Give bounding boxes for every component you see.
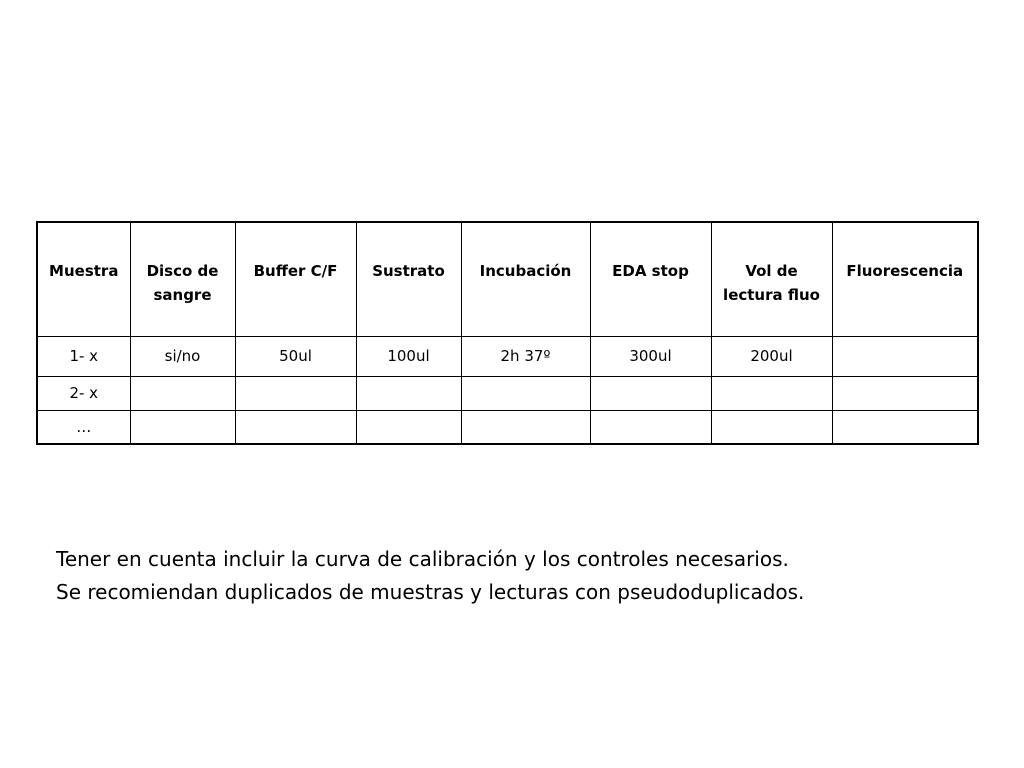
- table-cell: [461, 410, 590, 444]
- table-cell: si/no: [130, 336, 235, 376]
- header-disco-de-sangre: Disco de sangre: [130, 222, 235, 336]
- table-cell: [356, 376, 461, 410]
- header-buffer: Buffer C/F: [235, 222, 356, 336]
- table-cell: [832, 376, 978, 410]
- table-cell: [130, 410, 235, 444]
- table-cell: [711, 410, 832, 444]
- header-fluorescencia: Fluorescencia: [832, 222, 978, 336]
- table-cell: 1- x: [37, 336, 130, 376]
- header-eda-stop: EDA stop: [590, 222, 711, 336]
- table-cell: 200ul: [711, 336, 832, 376]
- table-row: [37, 336, 978, 376]
- note-duplicates: Se recomiendan duplicados de muestras y lecturas con pseudoduplicados.: [56, 580, 805, 604]
- table-cell: [590, 376, 711, 410]
- header-vol-lectura: Vol de lectura fluo: [711, 222, 832, 336]
- protocol-table: [36, 221, 979, 445]
- table-cell: [832, 410, 978, 444]
- table-cell: [235, 410, 356, 444]
- header-muestra: Muestra: [37, 222, 130, 336]
- table-cell: [130, 376, 235, 410]
- header-incubacion: Incubación: [461, 222, 590, 336]
- table-cell: 50ul: [235, 336, 356, 376]
- table-row: [37, 410, 978, 444]
- table-cell: [356, 410, 461, 444]
- table-header-row: [37, 222, 978, 336]
- header-sustrato: Sustrato: [356, 222, 461, 336]
- notes: [56, 543, 996, 609]
- table-cell: 100ul: [356, 336, 461, 376]
- table-cell: 300ul: [590, 336, 711, 376]
- table-cell: [590, 410, 711, 444]
- table-cell: 2h 37º: [461, 336, 590, 376]
- table-cell: [235, 376, 356, 410]
- table-cell: [711, 376, 832, 410]
- note-calibration: Tener en cuenta incluir la curva de calibración y los controles necesarios.: [56, 547, 789, 571]
- table-cell: …: [37, 410, 130, 444]
- table-row: [37, 376, 978, 410]
- table-cell: [832, 336, 978, 376]
- table-cell: 2- x: [37, 376, 130, 410]
- table-cell: [461, 376, 590, 410]
